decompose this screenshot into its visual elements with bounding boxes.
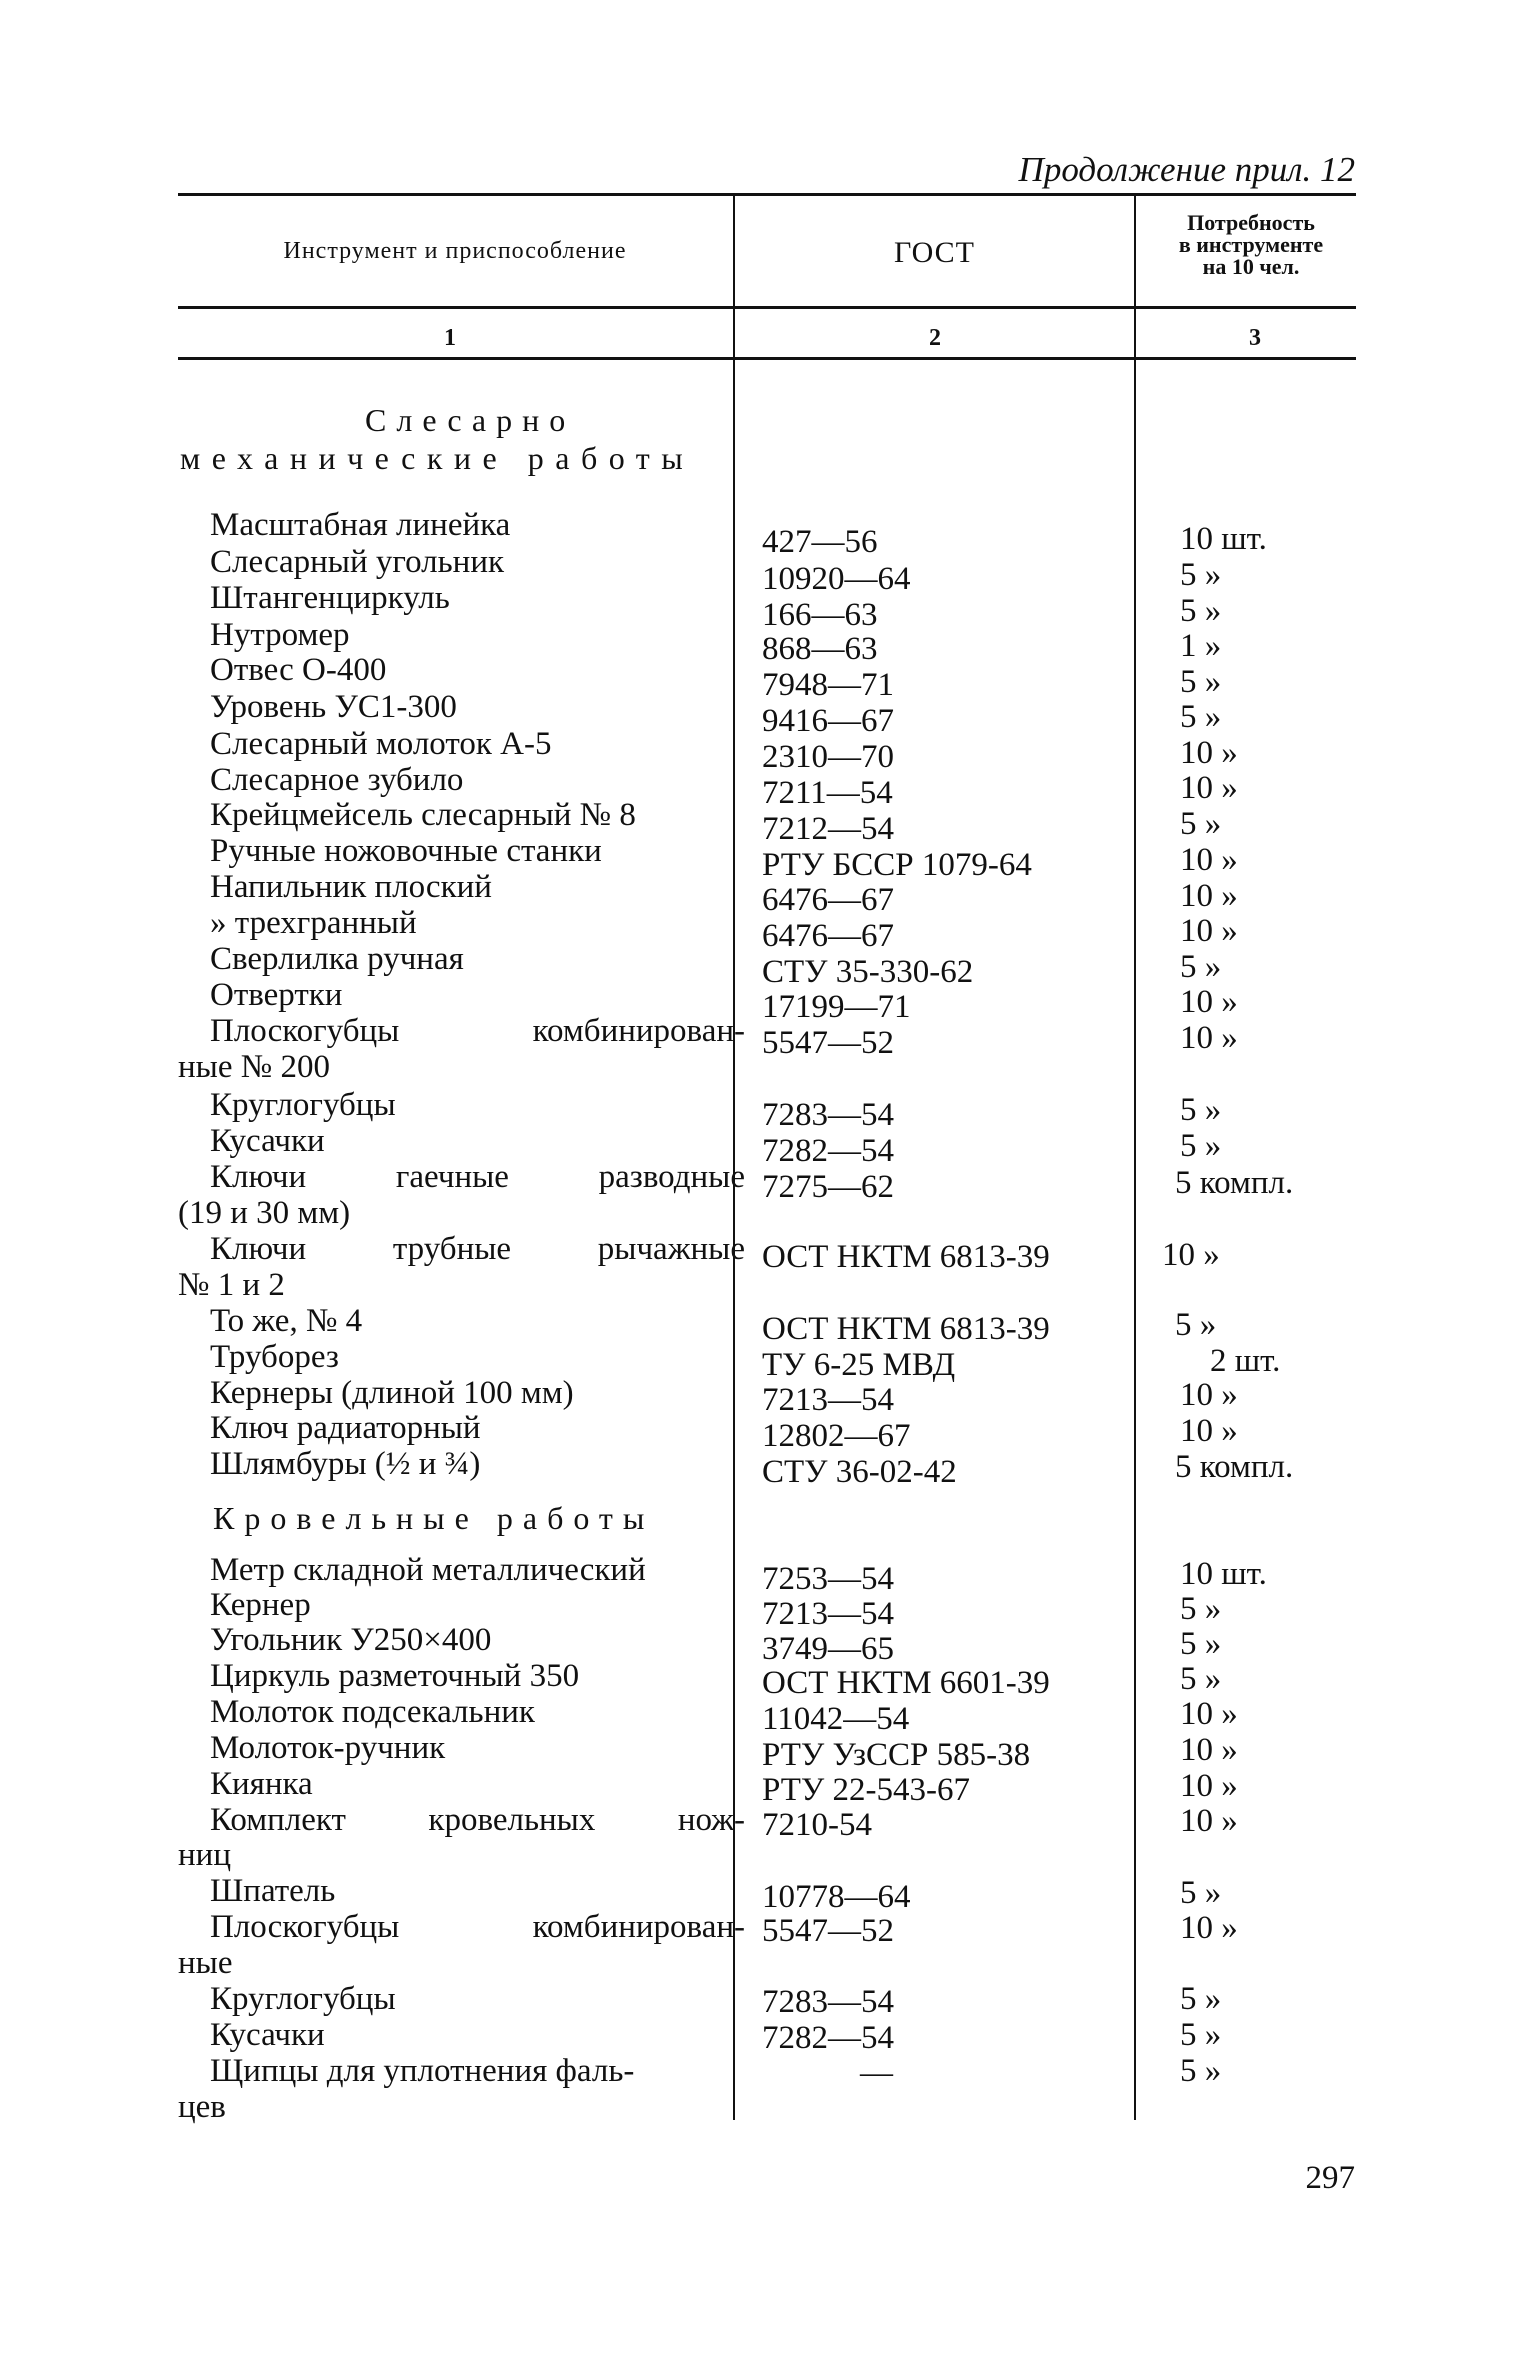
- table-row-need: 10 »: [1180, 1803, 1238, 1839]
- table-row-name: Молоток подсекальник: [210, 1694, 535, 1730]
- table-row-need: 10 »: [1180, 1910, 1238, 1946]
- table-row-name-part: трубные: [392, 1231, 512, 1267]
- table-row-name-part: разводные: [598, 1159, 745, 1195]
- table-row-name-part: гаечные: [395, 1159, 509, 1195]
- table-row-name: [210, 1160, 745, 1194]
- table-row-need: 5 »: [1180, 1875, 1222, 1911]
- table-row-name: Ключ радиаторный: [210, 1410, 481, 1446]
- page-number: 297: [1305, 2160, 1355, 2196]
- table-row-gost: 2310—70: [762, 739, 894, 775]
- table-row-name: Слесарный молоток А-5: [210, 726, 552, 762]
- section-title-roofing: Кровельные работы: [213, 1500, 655, 1536]
- table-row-name: Кусачки: [210, 2017, 325, 2053]
- table-row-name: Угольник У250×400: [210, 1622, 492, 1658]
- table-row-name: Шлямбуры (½ и ¾): [210, 1446, 481, 1482]
- table-row-name: Отвес О-400: [210, 652, 387, 688]
- table-row-name: Кернер: [210, 1587, 311, 1623]
- table-row-need: 5 »: [1180, 806, 1222, 842]
- table-row-need: 10 »: [1180, 984, 1238, 1020]
- table-row-name: Напильник плоский: [210, 869, 492, 905]
- table-top-rule: [178, 193, 1356, 196]
- table-row-need: 5 »: [1175, 1307, 1217, 1343]
- table-row-need: 10 »: [1162, 1237, 1220, 1273]
- table-row-need: 10 »: [1180, 842, 1238, 878]
- table-row-name: Шпатель: [210, 1873, 336, 1909]
- table-row-name-continued: ные № 200: [178, 1049, 330, 1085]
- table-row-gost: 12802—67: [762, 1418, 911, 1454]
- header-need-line3: на 10 чел.: [1202, 254, 1300, 279]
- table-row-gost: 9416—67: [762, 703, 894, 739]
- table-row-name-part: комбинирован-: [532, 1909, 745, 1945]
- table-row-need: 10 »: [1180, 735, 1238, 771]
- table-row-gost: СТУ 36-02-42: [762, 1454, 957, 1490]
- table-row-name: Кернеры (длиной 100 мм): [210, 1375, 574, 1411]
- table-row-name: Штангенциркуль: [210, 580, 450, 616]
- table-row-gost: 3749—65: [762, 1631, 894, 1667]
- table-row-gost: 7275—62: [762, 1169, 894, 1205]
- table-row-gost: РТУ УзССР 585-38: [762, 1737, 1031, 1773]
- table-row-gost: 868—63: [762, 631, 878, 667]
- table-row-gost: 7213—54: [762, 1382, 894, 1418]
- table-row-name: Труборез: [210, 1339, 339, 1375]
- table-row-need: 5 »: [1180, 1128, 1222, 1164]
- table-row-name: Слесарное зубило: [210, 762, 464, 798]
- table-row-gost: 7282—54: [762, 2020, 894, 2056]
- table-row-name: [210, 1014, 745, 1048]
- running-head: Продолжение прил. 12: [1018, 150, 1355, 189]
- table-row-need: 5 »: [1180, 1591, 1222, 1627]
- header-need-line1: Потребность: [1187, 210, 1315, 235]
- header-gost: ГОСТ: [894, 236, 975, 269]
- table-row-need: 5 »: [1180, 949, 1222, 985]
- table-row-name: » трехгранный: [210, 905, 417, 941]
- table-row-need: 1 »: [1180, 628, 1222, 664]
- table-row-name: Крейцмейсель слесарный № 8: [210, 797, 636, 833]
- table-row-name: [210, 1910, 745, 1944]
- table-row-need: 10 шт.: [1180, 521, 1267, 557]
- table-row-name-part: рычажные: [597, 1231, 745, 1267]
- column-number-3: 3: [1249, 325, 1261, 351]
- table-row-name-part: кровельных: [428, 1802, 596, 1838]
- table-row-gost: РТУ 22-543-67: [762, 1772, 971, 1808]
- table-row-gost: —: [860, 2055, 893, 2091]
- table-row-gost: РТУ БССР 1079-64: [762, 847, 1032, 883]
- table-row-gost: 7283—54: [762, 1984, 894, 2020]
- table-row-gost: 7213—54: [762, 1596, 894, 1632]
- header-bottom-rule: [178, 306, 1356, 309]
- table-row-name: Метр складной металлический: [210, 1552, 646, 1588]
- table-row-need: 10 »: [1180, 1377, 1238, 1413]
- table-row-gost: 10920—64: [762, 561, 911, 597]
- table-row-need: 5 »: [1180, 2053, 1222, 2089]
- table-row-name: Циркуль разметочный 350: [210, 1658, 580, 1694]
- table-row-need: 2 шт.: [1210, 1343, 1281, 1379]
- table-row-need: 10 »: [1180, 1020, 1238, 1056]
- table-row-need: 10 шт.: [1180, 1556, 1267, 1592]
- table-row-name: Щипцы для уплотнения фаль-: [210, 2053, 635, 2089]
- table-row-name: Круглогубцы: [210, 1981, 396, 2017]
- section-title-metalwork-line1: Слесарно: [365, 402, 576, 438]
- table-row-gost: ОСТ НКТМ 6813-39: [762, 1311, 1050, 1347]
- table-row-need: 10 »: [1180, 770, 1238, 806]
- table-row-name-part: Ключи: [210, 1159, 307, 1195]
- table-row-gost: 166—63: [762, 597, 878, 633]
- table-row-name-continued: (19 и 30 мм): [178, 1195, 351, 1231]
- table-row-need: 10 »: [1180, 1732, 1238, 1768]
- table-row-need: 5 »: [1180, 699, 1222, 735]
- header-need-line2: в инструменте: [1178, 232, 1324, 257]
- table-row-name-continued: ниц: [178, 1837, 231, 1873]
- table-row-need: 5 компл.: [1175, 1165, 1294, 1201]
- table-row-name-part: комбинирован-: [532, 1013, 745, 1049]
- table-row-name: Круглогубцы: [210, 1087, 396, 1123]
- table-row-need: 10 »: [1180, 1413, 1238, 1449]
- table-row-name-continued: цев: [178, 2089, 226, 2125]
- table-row-gost: 7282—54: [762, 1133, 894, 1169]
- table-row-name: [210, 1803, 745, 1837]
- column-number-2: 2: [929, 325, 941, 351]
- table-row-name-part: Плоскогубцы: [210, 1909, 400, 1945]
- table-row-need: 10 »: [1180, 913, 1238, 949]
- table-row-gost: ОСТ НКТМ 6601-39: [762, 1665, 1050, 1701]
- section-title-metalwork-line2: механические работы: [180, 440, 695, 476]
- table-row-name: Молоток-ручник: [210, 1730, 446, 1766]
- table-row-name: Нутромер: [210, 617, 350, 653]
- table-row-name-continued: ные: [178, 1945, 233, 1981]
- table-row-gost: ТУ 6-25 МВД: [762, 1347, 956, 1383]
- table-row-gost: 7253—54: [762, 1561, 894, 1597]
- table-row-gost: 7211—54: [762, 775, 893, 811]
- table-row-need: 10 »: [1180, 1696, 1238, 1732]
- table-row-name: Масштабная линейка: [210, 507, 511, 543]
- table-row-gost: 7210-54: [762, 1807, 872, 1843]
- table-row-name: Уровень УС1-300: [210, 689, 457, 725]
- table-row-gost: СТУ 35-330-62: [762, 954, 974, 990]
- table-row-name: Отвертки: [210, 977, 343, 1013]
- table-row-name: Слесарный угольник: [210, 544, 505, 580]
- table-row-name-part: Комплект: [210, 1802, 346, 1838]
- table-row-gost: 427—56: [762, 524, 878, 560]
- table-row-gost: 17199—71: [762, 989, 911, 1025]
- table-row-need: 5 »: [1180, 2017, 1222, 2053]
- table-row-gost: 7212—54: [762, 811, 894, 847]
- column-numbers-rule: [178, 357, 1356, 360]
- table-row-need: 5 »: [1180, 1981, 1222, 2017]
- table-row-gost: 10778—64: [762, 1879, 911, 1915]
- table-row-name: Кусачки: [210, 1123, 325, 1159]
- table-row-need: 5 »: [1180, 1661, 1222, 1697]
- table-row-gost: 7283—54: [762, 1097, 894, 1133]
- table-row-name: Ручные ножовочные станки: [210, 833, 602, 869]
- table-row-need: 5 »: [1180, 664, 1222, 700]
- table-row-name-continued: № 1 и 2: [178, 1267, 285, 1303]
- table-row-name: Киянка: [210, 1766, 313, 1802]
- column-number-1: 1: [444, 325, 456, 351]
- header-need: [1136, 212, 1366, 278]
- table-row-gost: 11042—54: [762, 1701, 910, 1737]
- table-row-gost: 5547—52: [762, 1025, 894, 1061]
- table-row-name: То же, № 4: [210, 1303, 363, 1339]
- table-row-gost: 6476—67: [762, 882, 894, 918]
- table-row-gost: ОСТ НКТМ 6813-39: [762, 1239, 1050, 1275]
- table-row-need: 5 »: [1180, 593, 1222, 629]
- table-row-gost: 7948—71: [762, 667, 894, 703]
- table-row-need: 5 »: [1180, 557, 1222, 593]
- column-divider-2: [1134, 195, 1136, 2120]
- table-row-name: Сверлилка ручная: [210, 941, 464, 977]
- table-row-gost: 6476—67: [762, 918, 894, 954]
- table-row-name-part: Плоскогубцы: [210, 1013, 400, 1049]
- table-row-name-part: Ключи: [210, 1231, 307, 1267]
- table-row-need: 10 »: [1180, 878, 1238, 914]
- table-row-need: 5 »: [1180, 1092, 1222, 1128]
- table-row-need: 10 »: [1180, 1768, 1238, 1804]
- header-instrument: Инструмент и приспособление: [283, 238, 627, 264]
- table-row-gost: 5547—52: [762, 1913, 894, 1949]
- table-row-name: [210, 1232, 745, 1266]
- table-row-need: 5 компл.: [1175, 1449, 1294, 1485]
- table-row-name-part: нож-: [677, 1802, 745, 1838]
- table-row-need: 5 »: [1180, 1626, 1222, 1662]
